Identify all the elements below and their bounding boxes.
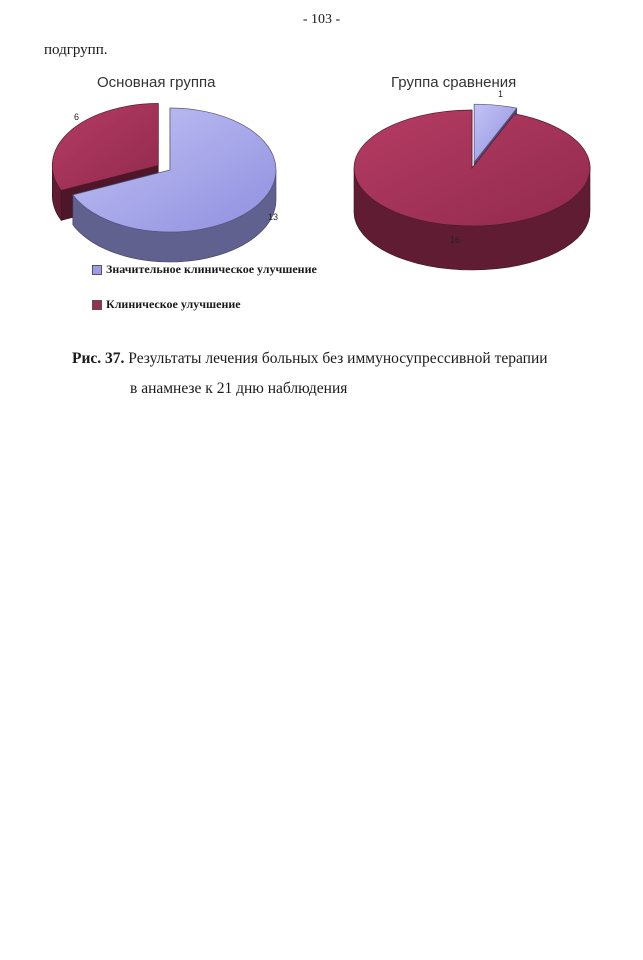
legend-swatch-blue: [92, 265, 102, 275]
data-label-1: 6: [74, 112, 80, 122]
pie-title-comparison-group: Группа сравнения: [391, 74, 517, 91]
pie-charts: [0, 0, 643, 340]
figure-caption: [72, 344, 612, 404]
page-number: - 103 -: [302, 12, 341, 27]
pie-slice-1: [354, 110, 590, 226]
legend-item-clinical: [92, 297, 241, 312]
data-label-0: 13: [268, 212, 279, 222]
lead-text: подгрупп.: [44, 42, 108, 58]
caption-line-1: Результаты лечения больных без иммуносупрессивной терапии: [124, 350, 548, 367]
data-label-0: 1: [498, 89, 504, 99]
caption-label: Рис. 37.: [72, 350, 125, 367]
caption-line-2: в анамнезе к 21 дню наблюдения: [130, 380, 348, 397]
pie-main-group: [52, 104, 278, 263]
pie-title-main-group: Основная группа: [97, 74, 216, 91]
legend-item-significant: [92, 262, 317, 277]
legend-swatch-red: [92, 300, 102, 310]
pie-comparison-group: [354, 89, 590, 270]
legend-label-clinical: Клиническое улучшение: [106, 297, 241, 311]
legend-label-significant: Значительное клиническое улучшение: [106, 262, 317, 276]
data-label-1: 16: [450, 235, 461, 245]
